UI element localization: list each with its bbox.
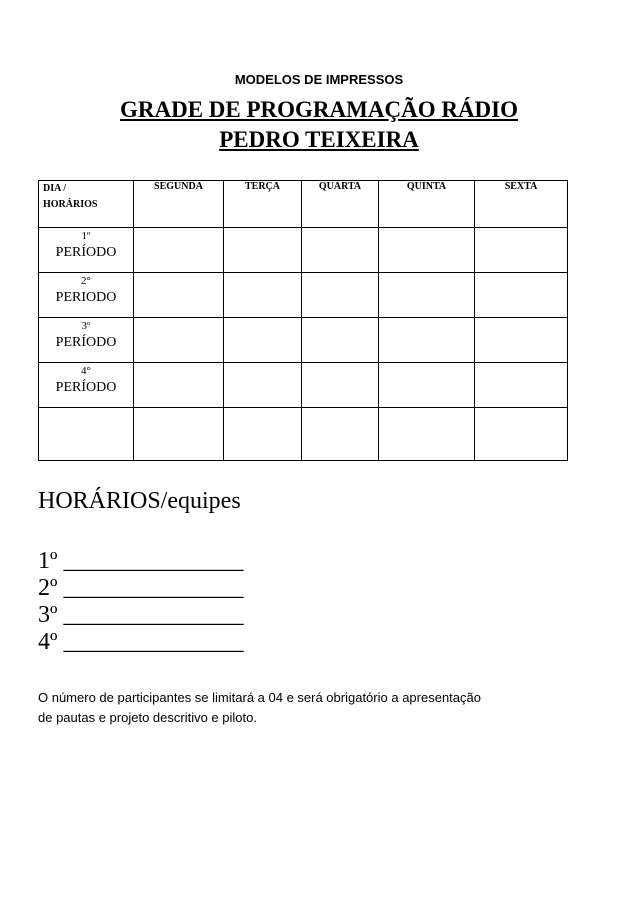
schedule-grid xyxy=(38,180,568,461)
team-line-3[interactable]: 3º _______________ xyxy=(38,602,244,628)
participants-note-line1: O número de participantes se limitará a 04 e será obrigatório a apresentação xyxy=(38,690,481,705)
grid-row-period-2 xyxy=(39,273,568,318)
grid-row-period-3 xyxy=(39,318,568,363)
participants-note xyxy=(38,688,598,728)
period-label xyxy=(39,318,134,363)
grid-cell[interactable] xyxy=(379,228,475,273)
grid-header-day-line1: DIA / xyxy=(43,183,67,194)
period-text: PERÍODO xyxy=(55,335,117,350)
grid-cell[interactable] xyxy=(379,408,475,461)
grid-cell[interactable] xyxy=(475,363,568,408)
grid-cell[interactable] xyxy=(302,228,379,273)
grid-cell[interactable] xyxy=(134,228,224,273)
period-label xyxy=(39,363,134,408)
period-number: 4° xyxy=(81,365,91,377)
grid-header-day-line2: HORÁRIOS xyxy=(43,199,98,210)
grid-header-row xyxy=(39,181,568,228)
grid-cell[interactable] xyxy=(475,273,568,318)
grid-cell[interactable] xyxy=(224,273,302,318)
document-kicker: MODELOS DE IMPRESSOS xyxy=(234,72,404,87)
grid-cell[interactable] xyxy=(379,318,475,363)
grid-header-wednesday: QUARTA xyxy=(302,181,379,228)
grid-cell[interactable] xyxy=(302,363,379,408)
grid-cell[interactable] xyxy=(134,363,224,408)
team-line-2[interactable]: 2º _______________ xyxy=(38,575,244,601)
period-number: 3º xyxy=(81,320,91,332)
schedule-section-title: HORÁRIOS/equipes xyxy=(38,488,241,514)
title-line-1-text: GRADE DE PROGRAMAÇÃO RÁDIO xyxy=(119,97,519,122)
period-text: PERIODO xyxy=(55,290,117,305)
period-number: 2° xyxy=(81,275,91,287)
period-label xyxy=(39,273,134,318)
team-line-1[interactable]: 1º _______________ xyxy=(38,548,244,574)
period-text: PERÍODO xyxy=(55,380,117,395)
grid-cell[interactable] xyxy=(379,363,475,408)
team-lines xyxy=(38,548,243,656)
title-line-2-text: PEDRO TEIXEIRA xyxy=(219,127,419,152)
period-label xyxy=(39,228,134,273)
grid-header-friday: SEXTA xyxy=(475,181,568,228)
title-line-2 xyxy=(0,126,638,154)
period-text: PERÍODO xyxy=(55,245,117,260)
grid-cell[interactable] xyxy=(379,273,475,318)
grid-cell[interactable] xyxy=(224,363,302,408)
grid-cell[interactable] xyxy=(134,408,224,461)
grid-header-tuesday: TERÇA xyxy=(224,181,302,228)
grid-header-day xyxy=(39,181,134,228)
grid-row-period-1 xyxy=(39,228,568,273)
grid-cell[interactable] xyxy=(475,228,568,273)
period-number: 1º xyxy=(81,230,91,242)
grid-row-period-4 xyxy=(39,363,568,408)
grid-cell[interactable] xyxy=(475,408,568,461)
grid-cell[interactable] xyxy=(475,318,568,363)
grid-header-thursday: QUINTA xyxy=(379,181,475,228)
grid-cell[interactable] xyxy=(224,228,302,273)
grid-cell[interactable] xyxy=(302,273,379,318)
grid-row-empty xyxy=(39,408,568,461)
grid-cell[interactable] xyxy=(302,408,379,461)
grid-cell[interactable] xyxy=(224,408,302,461)
grid-cell[interactable] xyxy=(134,318,224,363)
grid-cell[interactable] xyxy=(39,408,134,461)
grid-cell[interactable] xyxy=(224,318,302,363)
participants-note-line2: de pautas e projeto descritivo e piloto. xyxy=(38,710,257,725)
grid-cell[interactable] xyxy=(302,318,379,363)
title-line-1 xyxy=(0,96,638,124)
grid-cell[interactable] xyxy=(134,273,224,318)
grid-header-monday: SEGUNDA xyxy=(134,181,224,228)
team-line-4[interactable]: 4º _______________ xyxy=(38,629,244,655)
